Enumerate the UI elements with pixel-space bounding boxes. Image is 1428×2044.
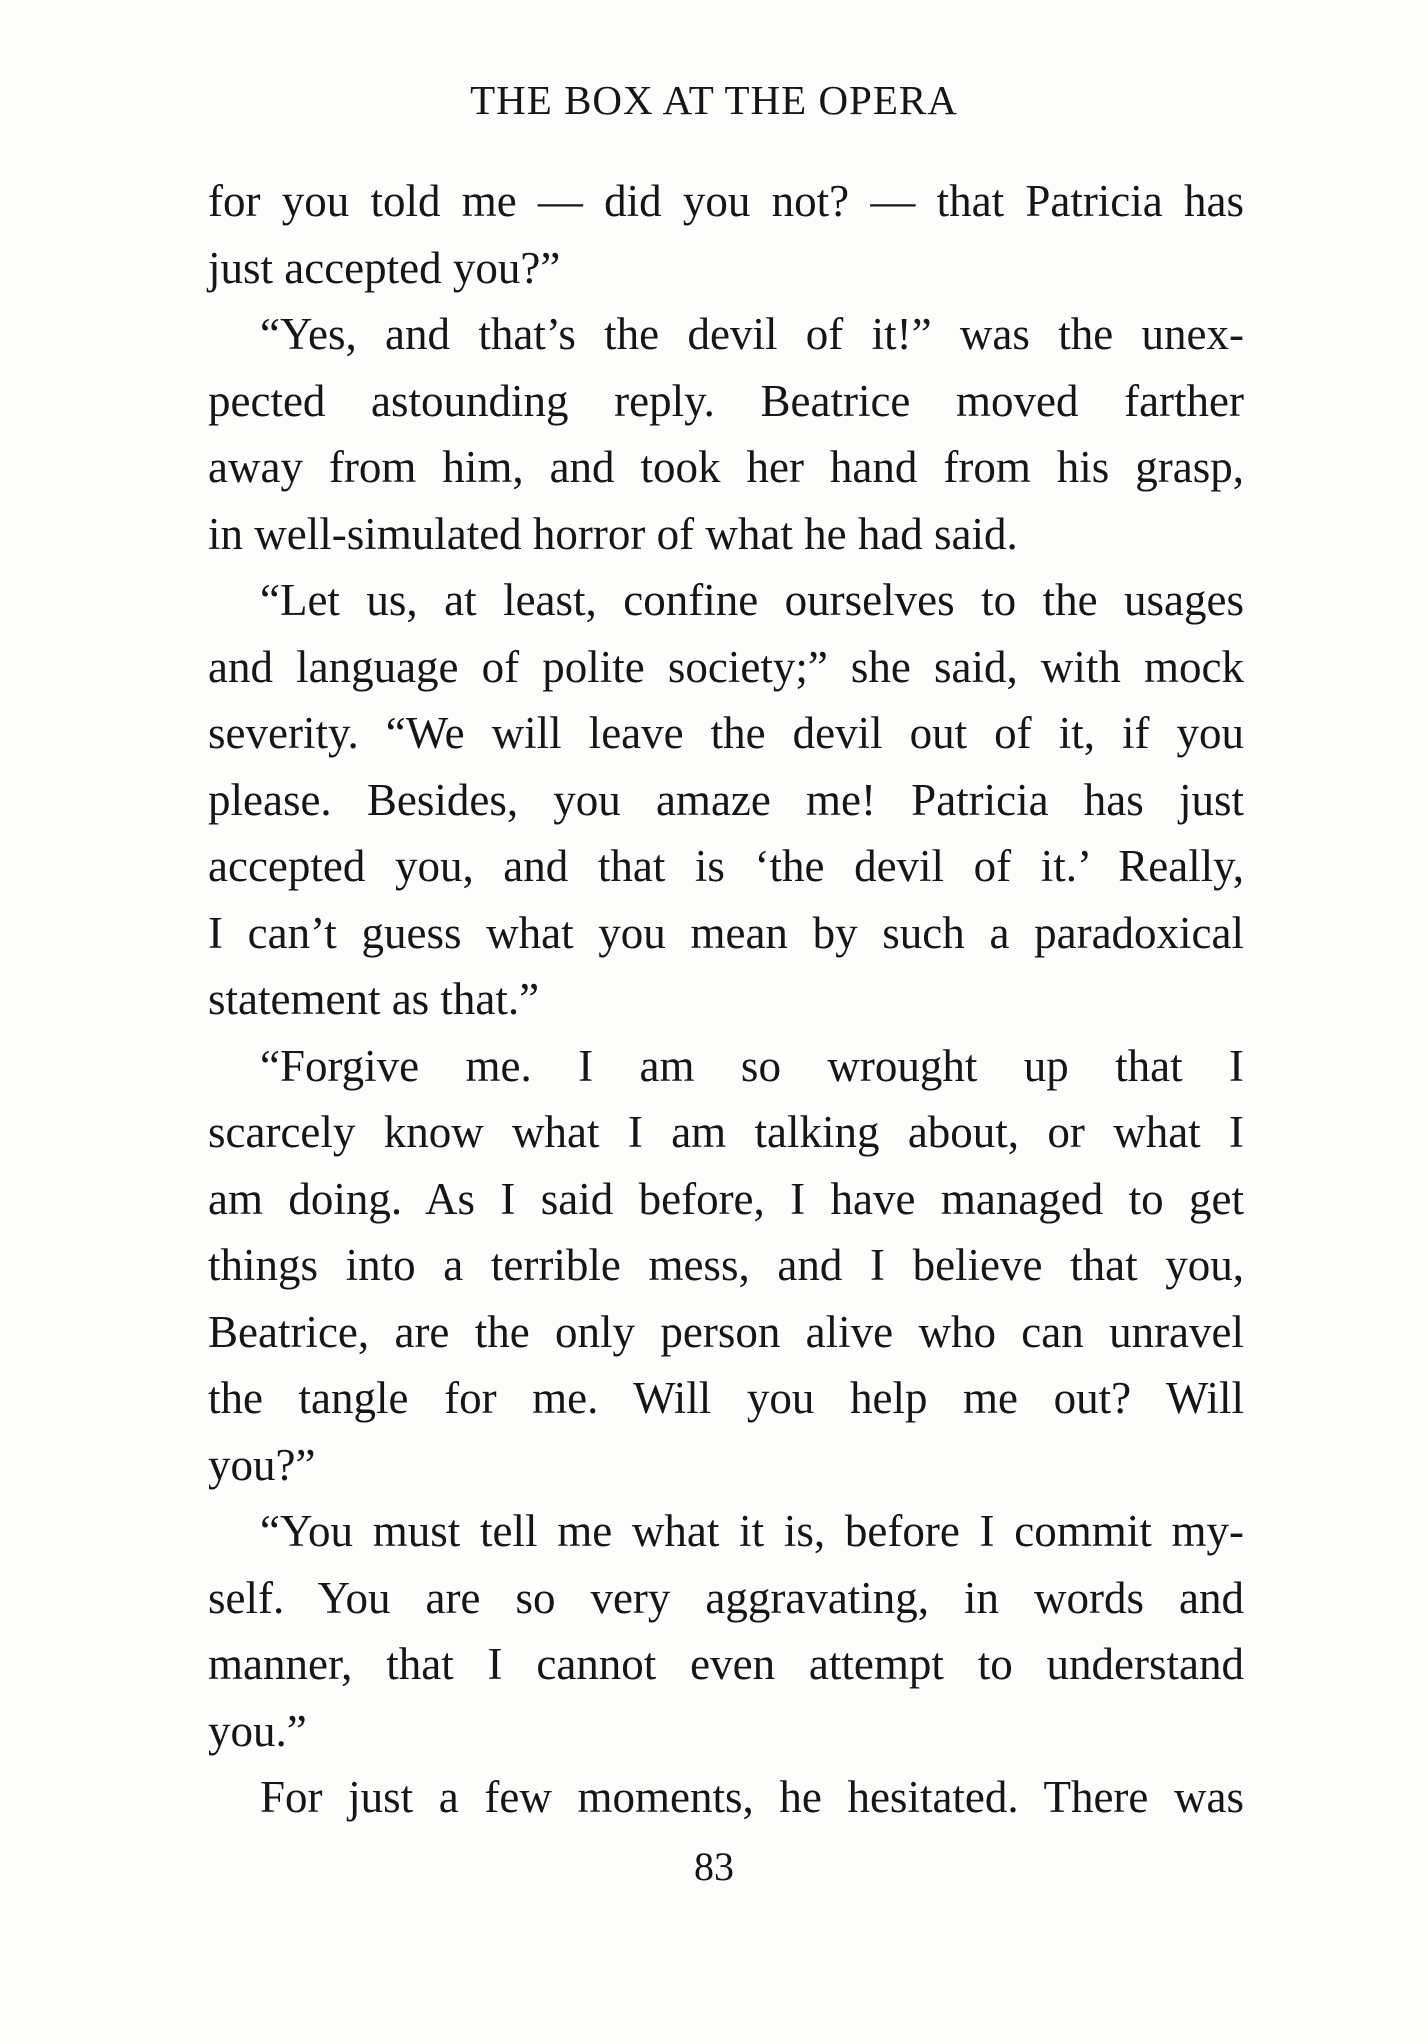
text-line: for you told me — did you not? — that Patricia has <box>208 176 1244 226</box>
text-line: scarcely know what I am talking about, or what I <box>208 1107 1244 1157</box>
text-line: in well-simulated horror of what he had said. <box>208 508 1018 559</box>
text-line: severity. “We will leave the devil out of it, if you <box>208 708 1244 758</box>
text-line: “You must tell me what it is, before I commit my- <box>260 1506 1244 1556</box>
text-line: pected astounding reply. Beatrice moved farther <box>208 375 1244 426</box>
text-line: you.” <box>208 1705 307 1756</box>
text-line: “Yes, and that’s the devil of it!” was the unex- <box>260 309 1244 359</box>
text-line: and language of polite society;” she said, with mock <box>208 641 1244 692</box>
page-number: 83 <box>694 1844 734 1889</box>
text-line: Beatrice, are the only person alive who can unravel <box>208 1306 1244 1357</box>
text-line: accepted you, and that is ‘the devil of it.’ Really, <box>208 841 1244 891</box>
text-line: manner, that I cannot even attempt to understand <box>208 1639 1244 1689</box>
text-line: statement as that.” <box>208 974 540 1024</box>
text-line: “Forgive me. I am so wrought up that I <box>260 1040 1244 1091</box>
text-line: just accepted you?” <box>208 242 561 293</box>
text-line: am doing. As I said before, I have managed to get <box>208 1173 1244 1224</box>
text-line: you?” <box>208 1439 316 1490</box>
text-line: the tangle for me. Will you help me out? Will <box>208 1373 1244 1423</box>
body-text <box>208 168 1244 1831</box>
text-line: self. You are so very aggravating, in words and <box>208 1572 1244 1623</box>
text-line: please. Besides, you amaze me! Patricia has just <box>208 774 1244 825</box>
text-line: things into a terrible mess, and I believe that you, <box>208 1240 1244 1290</box>
text-line: “Let us, at least, confine ourselves to the usages <box>260 575 1244 625</box>
text-line: For just a few moments, he hesitated. There was <box>260 1772 1244 1822</box>
text-line: away from him, and took her hand from his grasp, <box>208 442 1244 492</box>
text-line: I can’t guess what you mean by such a paradoxical <box>208 907 1244 958</box>
running-head: THE BOX AT THE OPERA <box>470 77 958 123</box>
